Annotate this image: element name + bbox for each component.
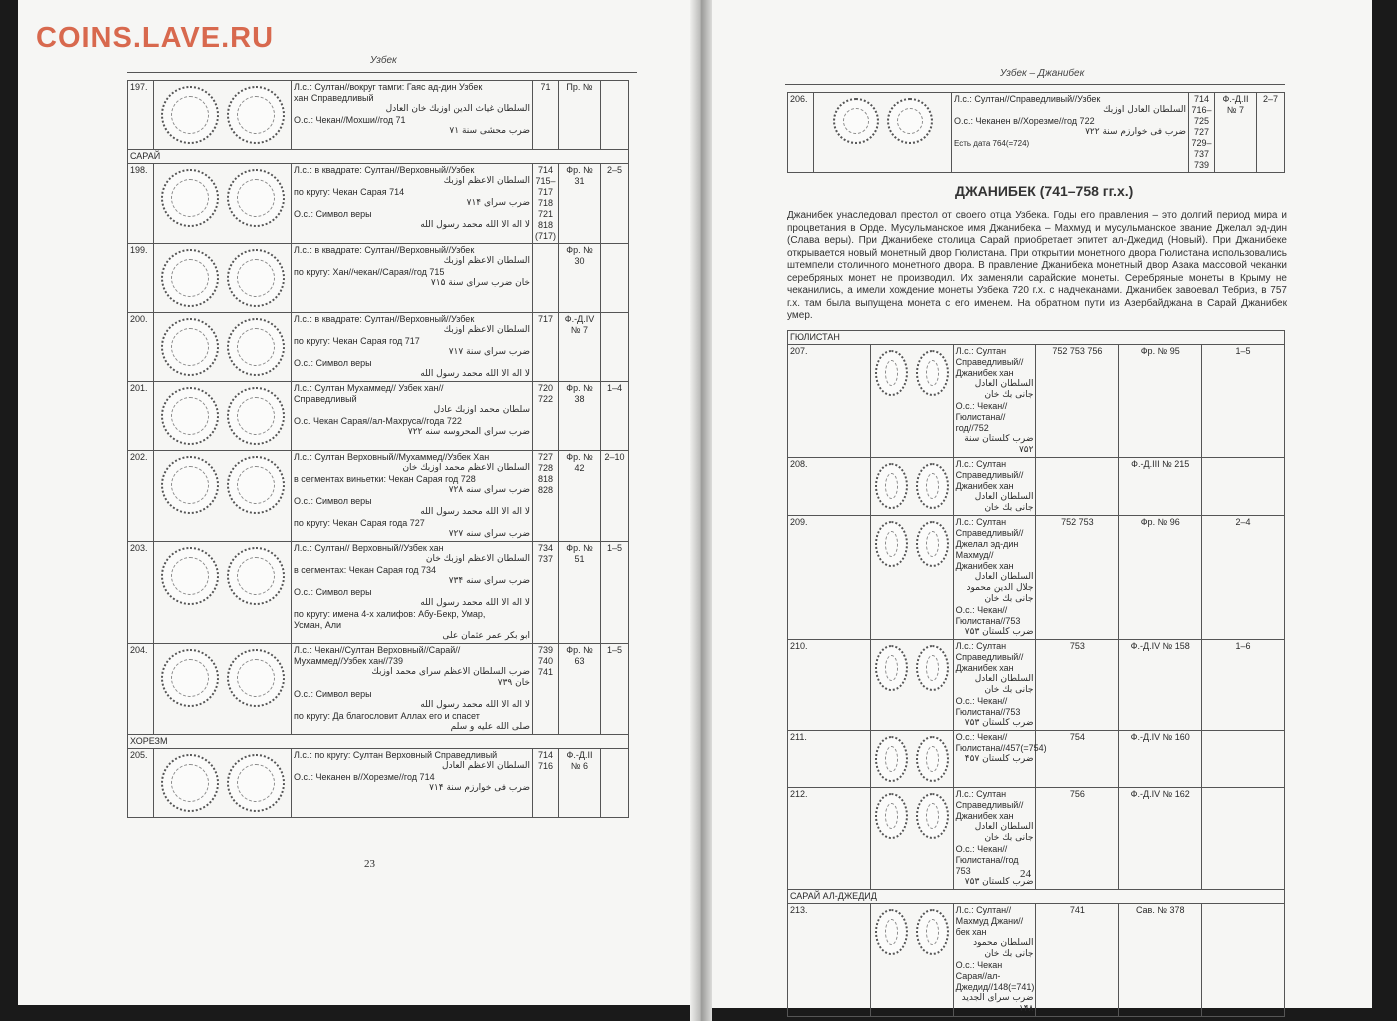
coin-obverse-image bbox=[875, 793, 908, 839]
description-line: О.с.: Символ веры bbox=[294, 587, 372, 597]
coin-reverse-image bbox=[916, 793, 949, 839]
arabic-legend: ضرب سرای سنه ۷۳۴ bbox=[448, 576, 530, 586]
coin-obverse-image bbox=[161, 249, 219, 307]
coin-row bbox=[788, 731, 1285, 788]
description-line: Л.с.: Султан Справедливый//Джанибек хан bbox=[955, 789, 1024, 821]
catalog-number: 209. bbox=[788, 516, 871, 640]
coin-obverse-image bbox=[161, 547, 219, 605]
intro-paragraph: Джанибек унаследовал престол от своего отца Узбека. Годы его правления – это долгий период мира и процветания в Орде. Мусульманское имя Джанибека – Махмуд и мусульманское звание Джелал эд-дин (Слава веры). При Джанибеке столица Сарай приобретает эпитет ал-Джедид (Новый). При Джанибеке открывается новый монетный двор Гюлистана. При открытии монетного двора Гюлистана использовались штемпели столичного монетного двора. В правление Джанибека монетный двор Азака массовой чеканки серебряных монет не производил. Их заменяли сарайские монеты. Серебряные монеты в Крыму не чеканились, а имели хождение монеты Узбека 720 г.х. с надчеканами. Джанибек завоевал Тебриз, в 757 г.х. там была выпущена монета с его именем. На обратном пути из Азербайджана в Сарай Джанибек умер. bbox=[787, 210, 1287, 321]
description-line: О.с.: Чекан//Мохши//год 71 bbox=[294, 115, 406, 125]
description-line: Л.с.: Султан//вокруг тамги: Гаяс ад-дин Узбек bbox=[294, 82, 483, 92]
coin-images bbox=[870, 731, 953, 788]
coin-reverse-image bbox=[227, 86, 285, 144]
rarity: 1–5 bbox=[1202, 345, 1285, 458]
arabic-legend: صلی الله علیه و سلم bbox=[450, 722, 530, 732]
coin-description bbox=[292, 382, 533, 451]
catalog-number: 210. bbox=[788, 640, 871, 731]
coin-dates bbox=[1036, 458, 1119, 516]
catalog-reference: Ф.-Д.II № 6 bbox=[559, 749, 601, 818]
description-line: по кругу: Чекан Сарая год 717 bbox=[294, 336, 420, 346]
rarity: 2–4 bbox=[1202, 516, 1285, 640]
arabic-legend: ضرب کلستان ۷۵۳ bbox=[964, 718, 1034, 728]
description-line: Л.с.: Султан//Махмуд Джани//бек хан bbox=[955, 905, 1024, 937]
coin-obverse-image bbox=[161, 318, 219, 376]
description-line: Л.с.: Султан Мухаммед// Узбек хан// bbox=[294, 383, 444, 393]
coin-obverse-image bbox=[161, 169, 219, 227]
coin-reverse-image bbox=[916, 645, 949, 691]
arabic-legend: السلطان العادل جلال الدين محمود bbox=[966, 572, 1034, 593]
mint-section-header: САРАЙ АЛ-ДЖЕДИД bbox=[788, 890, 1285, 904]
description-line: О.с. Чекан Сарая//ал-Махруса//года 722 bbox=[294, 416, 462, 426]
book-gutter bbox=[690, 0, 712, 1021]
arabic-legend: ضرب سرای المحروسه سنه ۷۲۲ bbox=[407, 427, 530, 437]
coin-dates bbox=[533, 244, 559, 313]
coin-dates: 756 bbox=[1036, 788, 1119, 890]
coin-obverse-image bbox=[161, 86, 219, 144]
description-line: по кругу: имена 4-х халифов: Абу-Бекр, Умар, bbox=[294, 609, 486, 619]
coin-pair bbox=[873, 789, 951, 843]
coin-pair bbox=[156, 383, 289, 449]
coin-description bbox=[953, 516, 1036, 640]
left-coin-table bbox=[127, 80, 629, 818]
coin-dates: 734 737 bbox=[533, 542, 559, 644]
catalog-number: 208. bbox=[788, 458, 871, 516]
coin-images bbox=[154, 749, 292, 818]
catalog-number: 205. bbox=[128, 749, 154, 818]
coin-dates: 727 728 818 828 bbox=[533, 451, 559, 542]
coin-obverse-image bbox=[161, 649, 219, 707]
coin-reverse-image bbox=[916, 463, 949, 509]
coin-reverse-image bbox=[916, 350, 949, 396]
catalog-reference: Фр. № 30 bbox=[559, 244, 601, 313]
arabic-legend: السلطان العادل جانی بك خان bbox=[974, 379, 1034, 400]
catalog-reference: Фр. № 42 bbox=[559, 451, 601, 542]
arabic-legend: ضرب کلستان ۷۵۳ bbox=[964, 627, 1034, 637]
rarity: 1–5 bbox=[601, 542, 629, 644]
coin-images bbox=[870, 788, 953, 890]
coin-description bbox=[953, 731, 1047, 788]
coin-row bbox=[128, 451, 629, 542]
rarity: 2–10 bbox=[601, 451, 629, 542]
arabic-legend: السلطان الاعظم اوزبك bbox=[443, 176, 530, 186]
description-line: О.с.: Символ веры bbox=[294, 358, 372, 368]
catalog-reference: Фр. № 96 bbox=[1119, 516, 1202, 640]
coin-images bbox=[154, 244, 292, 313]
rarity: 2–5 bbox=[601, 164, 629, 244]
coin-pair bbox=[873, 905, 951, 959]
description-line: О.с.: Чеканен в//Хорезме//год 722 bbox=[954, 116, 1095, 126]
coin-pair bbox=[156, 452, 289, 518]
arabic-legend: السلطان الاعظم العادل bbox=[442, 761, 530, 771]
coin-reverse-image bbox=[227, 649, 285, 707]
catalog-reference: Ф.-Д.IV № 162 bbox=[1119, 788, 1202, 890]
coin-row bbox=[128, 542, 629, 644]
catalog-number: 212. bbox=[788, 788, 871, 890]
description-line: по кругу: Да благословит Аллах его и спасет bbox=[294, 711, 480, 721]
coin-pair bbox=[156, 82, 289, 148]
catalog-number: 203. bbox=[128, 542, 154, 644]
rarity bbox=[1202, 731, 1285, 788]
coin-pair bbox=[873, 459, 951, 513]
coin-description bbox=[292, 644, 533, 735]
description-line: Махмуд//Джанибек хан bbox=[955, 550, 1014, 571]
coin-pair bbox=[873, 641, 951, 695]
arabic-legend: ابو بکر عمر عثمان علی bbox=[442, 631, 530, 641]
description-line: в сегментах: Чекан Сарая год 734 bbox=[294, 565, 437, 575]
coin-obverse-image bbox=[875, 645, 908, 691]
coin-description bbox=[292, 164, 533, 244]
arabic-legend: ضرب السلطان الاعظم سرای محمد اوزبك bbox=[371, 667, 530, 677]
description-line: по кругу: Чекан Сарая 714 bbox=[294, 187, 405, 197]
coin-reverse-image bbox=[916, 736, 949, 782]
coin-row bbox=[128, 382, 629, 451]
coin-row bbox=[128, 313, 629, 382]
coin-description bbox=[292, 81, 533, 150]
coin-pair bbox=[156, 245, 289, 311]
coin-images bbox=[154, 644, 292, 735]
catalog-number: 207. bbox=[788, 345, 871, 458]
coin-reverse-image bbox=[887, 98, 933, 144]
mint-section-header: ХОРЕЗМ bbox=[128, 735, 629, 749]
description-line: О.с.: Символ веры bbox=[294, 496, 372, 506]
description-line: Л.с.: Чекан//Султан Верховный//Сарай// bbox=[294, 645, 461, 655]
catalog-number: 198. bbox=[128, 164, 154, 244]
coin-description bbox=[952, 93, 1189, 173]
section-title: ДЖАНИБЕК (741–758 гг.х.) bbox=[955, 183, 1134, 199]
description-line: Л.с.: в квадрате: Султан//Верховный//Узбек bbox=[294, 165, 475, 175]
coin-reverse-image bbox=[227, 456, 285, 514]
coin-images bbox=[870, 345, 953, 458]
description-line: по кругу: Чекан Сарая года 727 bbox=[294, 518, 425, 528]
coin-row bbox=[788, 788, 1285, 890]
description-line: Л.с.: Султан//Справедливый//Узбек bbox=[954, 94, 1101, 104]
description-line: О.с.: Чекан//Гюлистана//753 bbox=[955, 605, 1021, 626]
arabic-legend: ضرب سرای سنة ۷۱۷ bbox=[448, 347, 530, 357]
arabic-legend: ضرب سرای الجدید ۱۴۸ bbox=[961, 993, 1034, 1014]
catalog-number: 206. bbox=[788, 93, 814, 173]
catalog-number: 199. bbox=[128, 244, 154, 313]
right-head-rule bbox=[785, 84, 1285, 85]
catalog-reference: Ф.-Д.IV № 160 bbox=[1119, 731, 1202, 788]
left-head-rule bbox=[127, 72, 637, 73]
right-running-head: Узбек – Джанибек bbox=[1000, 68, 1085, 79]
arabic-legend: ضرب محشی سنة ۷۱ bbox=[449, 126, 530, 136]
coin-dates: 717 bbox=[533, 313, 559, 382]
coin-reverse-image bbox=[227, 318, 285, 376]
rarity bbox=[1202, 788, 1285, 890]
coin-description bbox=[953, 640, 1036, 731]
coin-reverse-image bbox=[227, 387, 285, 445]
arabic-legend: السلطان الاعظم اوزبك bbox=[443, 256, 530, 266]
catalog-number: 197. bbox=[128, 81, 154, 150]
site-watermark: COINS.LAVE.RU bbox=[36, 22, 275, 54]
arabic-legend: لا اله الا الله محمد رسول الله bbox=[420, 598, 530, 608]
catalog-reference: Фр. № 38 bbox=[559, 382, 601, 451]
description-line: по кругу: Хан//чекан//Сарая//год 715 bbox=[294, 267, 445, 277]
rarity bbox=[1202, 458, 1285, 516]
description-line: О.с.: Чекан//Гюлистана//457(=754) bbox=[955, 732, 1047, 753]
description-line: хан Справедливый bbox=[294, 93, 374, 103]
coin-images bbox=[154, 382, 292, 451]
description-line: О.с.: Чеканен в//Хорезме//год 714 bbox=[294, 772, 435, 782]
coin-description bbox=[953, 904, 1036, 1017]
rarity bbox=[601, 81, 629, 150]
coin-images bbox=[870, 516, 953, 640]
coin-pair bbox=[873, 517, 951, 571]
coin-row bbox=[788, 458, 1285, 516]
arabic-legend: السلطان غياث الدين اوزبك خان العادل bbox=[385, 104, 530, 114]
rarity: 1–4 bbox=[601, 382, 629, 451]
rarity bbox=[601, 313, 629, 382]
mint-section-header: САРАЙ bbox=[128, 150, 629, 164]
coin-dates: 714 716– 725 727 729– 737 739 bbox=[1189, 93, 1215, 173]
coin-dates: 739 740 741 bbox=[533, 644, 559, 735]
catalog-number: 204. bbox=[128, 644, 154, 735]
rarity bbox=[601, 749, 629, 818]
catalog-reference: Фр. № 51 bbox=[559, 542, 601, 644]
coin-row bbox=[128, 244, 629, 313]
coin-obverse-image bbox=[875, 463, 908, 509]
description-line: Справедливый bbox=[294, 394, 357, 404]
coin-description bbox=[292, 244, 533, 313]
coin-dates: 71 bbox=[533, 81, 559, 150]
coin-images bbox=[154, 81, 292, 150]
description-line: Л.с.: Султан// Верховный//Узбек хан bbox=[294, 543, 444, 553]
description-line: Л.с.: Султан Справедливый//Джанибек хан bbox=[955, 641, 1024, 673]
arabic-legend: ضرب فی خوارزم سنة ۷۲۲ bbox=[1085, 127, 1186, 137]
description-note: Есть дата 764(=724) bbox=[954, 139, 1030, 148]
description-line: О.с.: Символ веры bbox=[294, 689, 372, 699]
arabic-legend: خان ۷۳۹ bbox=[497, 678, 530, 688]
description-line: Л.с.: Султан Справедливый//Джанибек хан bbox=[955, 346, 1024, 378]
description-line: Л.с.: Султан Верховный//Мухаммед//Узбек Хан bbox=[294, 452, 490, 462]
arabic-legend: ضرب کلستان ۷۵۳ bbox=[964, 877, 1034, 887]
coin-dates: 752 753 756 bbox=[1036, 345, 1119, 458]
catalog-number: 213. bbox=[788, 904, 871, 1017]
coin-description bbox=[953, 345, 1036, 458]
coin-dates: 741 bbox=[1036, 904, 1119, 1017]
catalog-reference: Фр. № 63 bbox=[559, 644, 601, 735]
coin-dates: 754 bbox=[1036, 731, 1119, 788]
description-line: Л.с.: в квадрате: Султан//Верховный//Узбек bbox=[294, 245, 475, 255]
coin-pair bbox=[873, 732, 951, 786]
description-line: О.с.: Чекан Сарая//ал-Джедид//148(=741) bbox=[955, 960, 1035, 992]
arabic-legend: السلطان العادل جانی بك خان bbox=[974, 822, 1034, 843]
rarity bbox=[601, 244, 629, 313]
description-line: Л.с.: Султан Справедливый//Джанибек хан bbox=[955, 459, 1024, 491]
coin-images bbox=[870, 458, 953, 516]
coin-obverse-image bbox=[875, 350, 908, 396]
coin-images bbox=[870, 904, 953, 1017]
description-line: О.с.: Чекан//Гюлистана//год//752 bbox=[955, 401, 1008, 433]
rarity bbox=[1202, 904, 1285, 1017]
catalog-reference: Ф.-Д.IV № 7 bbox=[559, 313, 601, 382]
coin-reverse-image bbox=[227, 754, 285, 812]
coin-pair bbox=[816, 94, 949, 148]
arabic-legend: السلطان محمود جانی بك خان bbox=[973, 938, 1034, 959]
right-top-table bbox=[787, 92, 1285, 173]
coin-reverse-image bbox=[227, 249, 285, 307]
catalog-number: 200. bbox=[128, 313, 154, 382]
rarity: 1–5 bbox=[601, 644, 629, 735]
coin-obverse-image bbox=[161, 456, 219, 514]
coin-row bbox=[788, 640, 1285, 731]
arabic-legend: سلطان محمد اوزبك عادل bbox=[433, 405, 530, 415]
coin-dates: 752 753 bbox=[1036, 516, 1119, 640]
coin-reverse-image bbox=[227, 547, 285, 605]
coin-description bbox=[953, 458, 1036, 516]
arabic-legend: لا اله الا الله محمد رسول الله bbox=[420, 369, 530, 379]
arabic-legend: خان ضرب سرای سنة ۷۱۵ bbox=[430, 278, 530, 288]
catalog-reference: Ф.-Д.III № 215 bbox=[1119, 458, 1202, 516]
arabic-legend: ضرب سرای ۷۱۴ bbox=[466, 198, 530, 208]
arabic-legend: ضرب کلستان سنة ۷۵۲ bbox=[964, 434, 1034, 455]
coin-obverse-image bbox=[833, 98, 879, 144]
coin-row bbox=[788, 904, 1285, 1017]
description-line: О.с.: Чекан//Гюлистана//753 bbox=[955, 696, 1021, 717]
arabic-legend: لا اله الا الله محمد رسول الله bbox=[420, 220, 530, 230]
description-line: Л.с.: в квадрате: Султан//Верховный//Узбек bbox=[294, 314, 475, 324]
description-line: Л.с.: по кругу: Султан Верховный Справедливый bbox=[294, 750, 498, 760]
coin-pair bbox=[156, 645, 289, 711]
description-line: О.с.: Символ веры bbox=[294, 209, 372, 219]
coin-dates: 753 bbox=[1036, 640, 1119, 731]
coin-row bbox=[128, 164, 629, 244]
right-coin-table bbox=[787, 330, 1285, 1017]
section-header-row bbox=[788, 331, 1285, 345]
description-line: Усман, Али bbox=[294, 620, 342, 630]
coin-pair bbox=[156, 165, 289, 231]
description-line: О.с.: Чекан//Гюлистана//год 753 bbox=[955, 844, 1019, 876]
coin-row bbox=[788, 345, 1285, 458]
arabic-legend: السلطان الاعظم اوزبك خان bbox=[425, 554, 530, 564]
coin-row bbox=[788, 93, 1285, 173]
arabic-legend: جانی بك خان bbox=[984, 594, 1034, 604]
coin-description bbox=[292, 749, 533, 818]
rarity: 2–7 bbox=[1257, 93, 1285, 173]
coin-images bbox=[154, 164, 292, 244]
description-line: Л.с.: Султан Справедливый//Джелал эд-дин bbox=[955, 517, 1024, 549]
coin-pair bbox=[873, 346, 951, 400]
arabic-legend: لا اله الا الله محمد رسول الله bbox=[420, 507, 530, 517]
catalog-reference: Фр. № 31 bbox=[559, 164, 601, 244]
arabic-legend: لا اله الا الله محمد رسول الله bbox=[420, 700, 530, 710]
coin-description bbox=[292, 313, 533, 382]
rarity: 1–6 bbox=[1202, 640, 1285, 731]
left-page-number: 23 bbox=[364, 858, 375, 870]
coin-row bbox=[788, 516, 1285, 640]
coin-reverse-image bbox=[227, 169, 285, 227]
coin-description bbox=[292, 451, 533, 542]
catalog-number: 201. bbox=[128, 382, 154, 451]
section-header-row bbox=[128, 150, 629, 164]
section-header-row bbox=[788, 890, 1285, 904]
coin-dates: 714 716 bbox=[533, 749, 559, 818]
catalog-reference: Пр. № bbox=[559, 81, 601, 150]
arabic-legend: السلطان العادل اوزبك bbox=[1103, 105, 1186, 115]
arabic-legend: ضرب کلستان ۴۵۷ bbox=[964, 754, 1034, 764]
right-page-number: 24 bbox=[1020, 868, 1031, 880]
arabic-legend: السلطان الاعظم اوزبك bbox=[443, 325, 530, 335]
coin-description bbox=[292, 542, 533, 644]
catalog-number: 202. bbox=[128, 451, 154, 542]
catalog-reference: Ф.-Д.II № 7 bbox=[1215, 93, 1257, 173]
coin-dates: 714 715– 717 718 721 818 (717) bbox=[533, 164, 559, 244]
coin-dates: 720 722 bbox=[533, 382, 559, 451]
arabic-legend: السلطان العادل جانی بك خان bbox=[974, 492, 1034, 513]
coin-obverse-image bbox=[875, 736, 908, 782]
coin-images bbox=[814, 93, 952, 173]
coin-pair bbox=[156, 750, 289, 816]
coin-images bbox=[870, 640, 953, 731]
arabic-legend: ضرب فی خوارزم سنة ۷۱۴ bbox=[429, 783, 530, 793]
arabic-legend: السلطان العادل جانی بك خان bbox=[974, 674, 1034, 695]
coin-images bbox=[154, 451, 292, 542]
coin-row bbox=[128, 749, 629, 818]
coin-obverse-image bbox=[875, 909, 908, 955]
coin-obverse-image bbox=[161, 387, 219, 445]
coin-pair bbox=[156, 314, 289, 380]
catalog-number: 211. bbox=[788, 731, 871, 788]
coin-pair bbox=[156, 543, 289, 609]
coin-obverse-image bbox=[161, 754, 219, 812]
coin-row bbox=[128, 644, 629, 735]
description-line: в сегментах виньетки: Чекан Сарая год 728 bbox=[294, 474, 476, 484]
coin-images bbox=[154, 542, 292, 644]
description-line: Мухаммед//Узбек хан//739 bbox=[294, 656, 404, 666]
section-header-row bbox=[128, 735, 629, 749]
coin-obverse-image bbox=[875, 521, 908, 567]
arabic-legend: ضرب سرای سنه ۷۲۷ bbox=[448, 529, 530, 539]
coin-images bbox=[154, 313, 292, 382]
arabic-legend: ضرب سرای سنه ۷۲۸ bbox=[448, 485, 530, 495]
left-running-head: Узбек bbox=[370, 55, 397, 66]
coin-reverse-image bbox=[916, 521, 949, 567]
catalog-reference: Фр. № 95 bbox=[1119, 345, 1202, 458]
catalog-reference: Сав. № 378 bbox=[1119, 904, 1202, 1017]
coin-reverse-image bbox=[916, 909, 949, 955]
arabic-legend: السلطان الاعظم محمد اوزبك خان bbox=[402, 463, 530, 473]
mint-section-header: ГЮЛИСТАН bbox=[788, 331, 1285, 345]
catalog-reference: Ф.-Д.IV № 158 bbox=[1119, 640, 1202, 731]
coin-row bbox=[128, 81, 629, 150]
